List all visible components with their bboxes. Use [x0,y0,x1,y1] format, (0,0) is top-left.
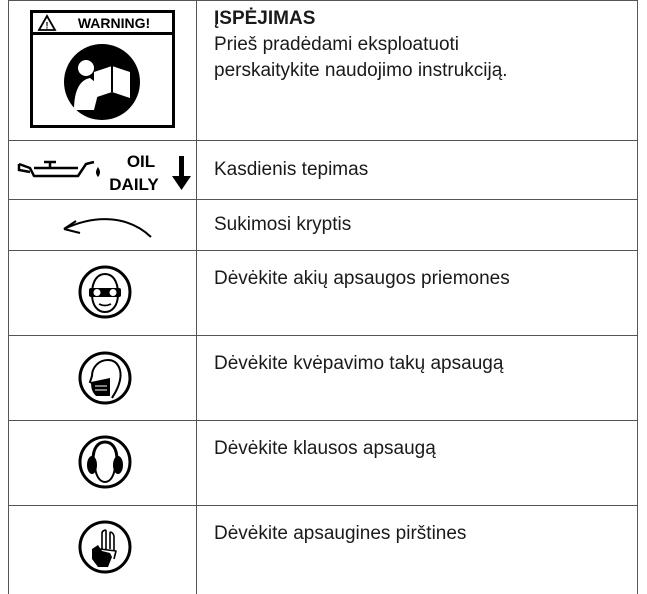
hearing-protection-description: Dėvėkite klausos apsaugą [214,438,436,459]
oil-can-icon [16,148,192,199]
respiratory-protection-description: Dėvėkite kvėpavimo takų apsaugą [214,353,504,374]
row-divider [8,250,638,251]
warning-text-line: Prieš pradėdami eksploatuoti [214,34,460,55]
oil-description: Kasdienis tepimas [214,159,369,180]
row-divider [8,420,638,421]
row-divider [8,140,638,141]
warning-description [214,6,508,84]
warning-title: ĮSPĖJIMAS [214,8,316,29]
row-divider [8,199,638,200]
rotation-description: Sukimosi kryptis [214,214,352,235]
eye-protection-icon [78,264,132,325]
row-divider [8,505,638,506]
gloves-description: Dėvėkite apsaugines pirštines [214,523,467,544]
warning-label: WARNING! [77,15,151,31]
rotation-arrow-icon [58,211,154,246]
svg-text:!: ! [45,20,49,31]
gloves-icon [78,519,132,580]
hearing-protection-icon [78,434,132,495]
daily-label: DAILY [109,175,159,194]
eye-protection-description: Dėvėkite akių apsaugos priemones [214,268,510,289]
oil-label: OIL [126,152,156,171]
row-divider [8,0,638,1]
read-manual-warning-icon [30,10,175,133]
safety-symbols-table [8,0,638,594]
respiratory-protection-icon [78,350,132,411]
row-divider [8,335,638,336]
warning-text-line: perskaitykite naudojimo instrukciją. [214,60,508,81]
